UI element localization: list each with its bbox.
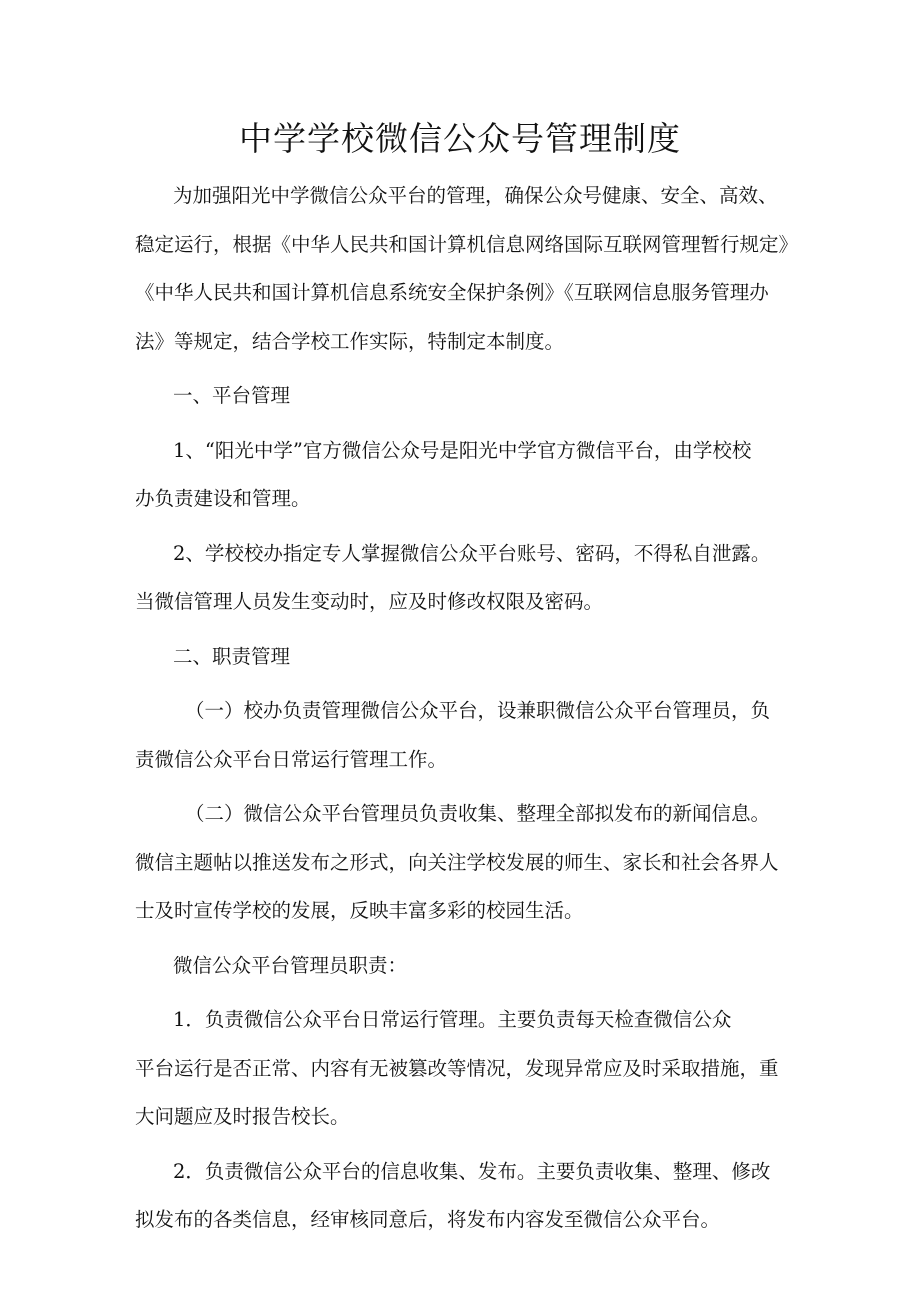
intro-line-2: 稳定运行，根据《中华人民共和国计算机信息网络国际互联网管理暂行规定》 [135,232,799,256]
admin-duty-2-line-2: 拟发布的各类信息，经审核同意后，将发布内容发至微信公众平台。 [135,1208,721,1231]
document-title: 中学学校微信公众号管理制度 [239,119,681,158]
platform-item-2-line-1: 2、学校校办指定专人掌握微信公众平台账号、密码，不得私自泄露。 [173,541,771,565]
platform-item-2-line-2: 当微信管理人员发生变动时，应及时修改权限及密码。 [135,590,604,613]
admin-duties-heading [135,942,795,991]
section-heading-duty [135,633,795,682]
section-heading-duty-text: 二、职责管理 [173,644,291,668]
admin-duty-1-line-2: 平台运行是否正常、内容有无被篡改等情况，发现异常应及时采取措施，重 [135,1056,779,1080]
intro-line-4: 法》等规定，结合学校工作实际，特制定本制度。 [135,329,565,353]
duty-item-2 [135,790,795,936]
duty-item-1-line-1: （一）校办负责管理微信公众平台，设兼职微信公众平台管理员，负 [185,699,771,722]
platform-item-1-line-2: 办负责建设和管理。 [135,487,311,510]
document-body [135,172,799,1247]
admin-duty-1-line-3: 大问题应及时报告校长。 [135,1105,350,1128]
duty-item-2-line-2: 微信主题帖以推送发布之形式，向关注学校发展的师生、家长和社会各界人 [135,850,779,874]
platform-item-1 [135,427,795,524]
intro-line-1: 为加强阳光中学微信公众平台的管理，确保公众号健康、安全、高效、 [173,184,778,207]
intro-paragraph [135,172,799,366]
admin-duty-1-line-1: 1．负责微信公众平台日常运行管理。主要负责每天检查微信公众 [173,1008,732,1031]
platform-item-1-line-1: 1、“阳光中学”官方微信公众号是阳光中学官方微信平台，由学校校 [173,438,752,462]
admin-duty-2-line-1: 2．负责微信公众平台的信息收集、发布。主要负责收集、整理、修改 [173,1159,771,1183]
intro-line-3: 《中华人民共和国计算机信息系统安全保护条例》《互联网信息服务管理办 [135,281,769,304]
platform-item-2 [135,530,795,627]
admin-duty-1 [135,996,795,1142]
section-heading-platform-text: 一、平台管理 [173,384,291,407]
admin-duty-2 [135,1148,795,1245]
duty-item-1 [135,687,795,784]
duty-item-2-line-3: 士及时宣传学校的发展，反映丰富多彩的校园生活。 [135,899,584,922]
admin-duties-heading-text: 微信公众平台管理员职责： [173,953,408,977]
duty-item-2-line-1: （二）微信公众平台管理员负责收集、整理全部拟发布的新闻信息。 [185,802,771,825]
section-heading-platform [135,372,795,421]
duty-item-1-line-2: 责微信公众平台日常运行管理工作。 [135,747,448,771]
